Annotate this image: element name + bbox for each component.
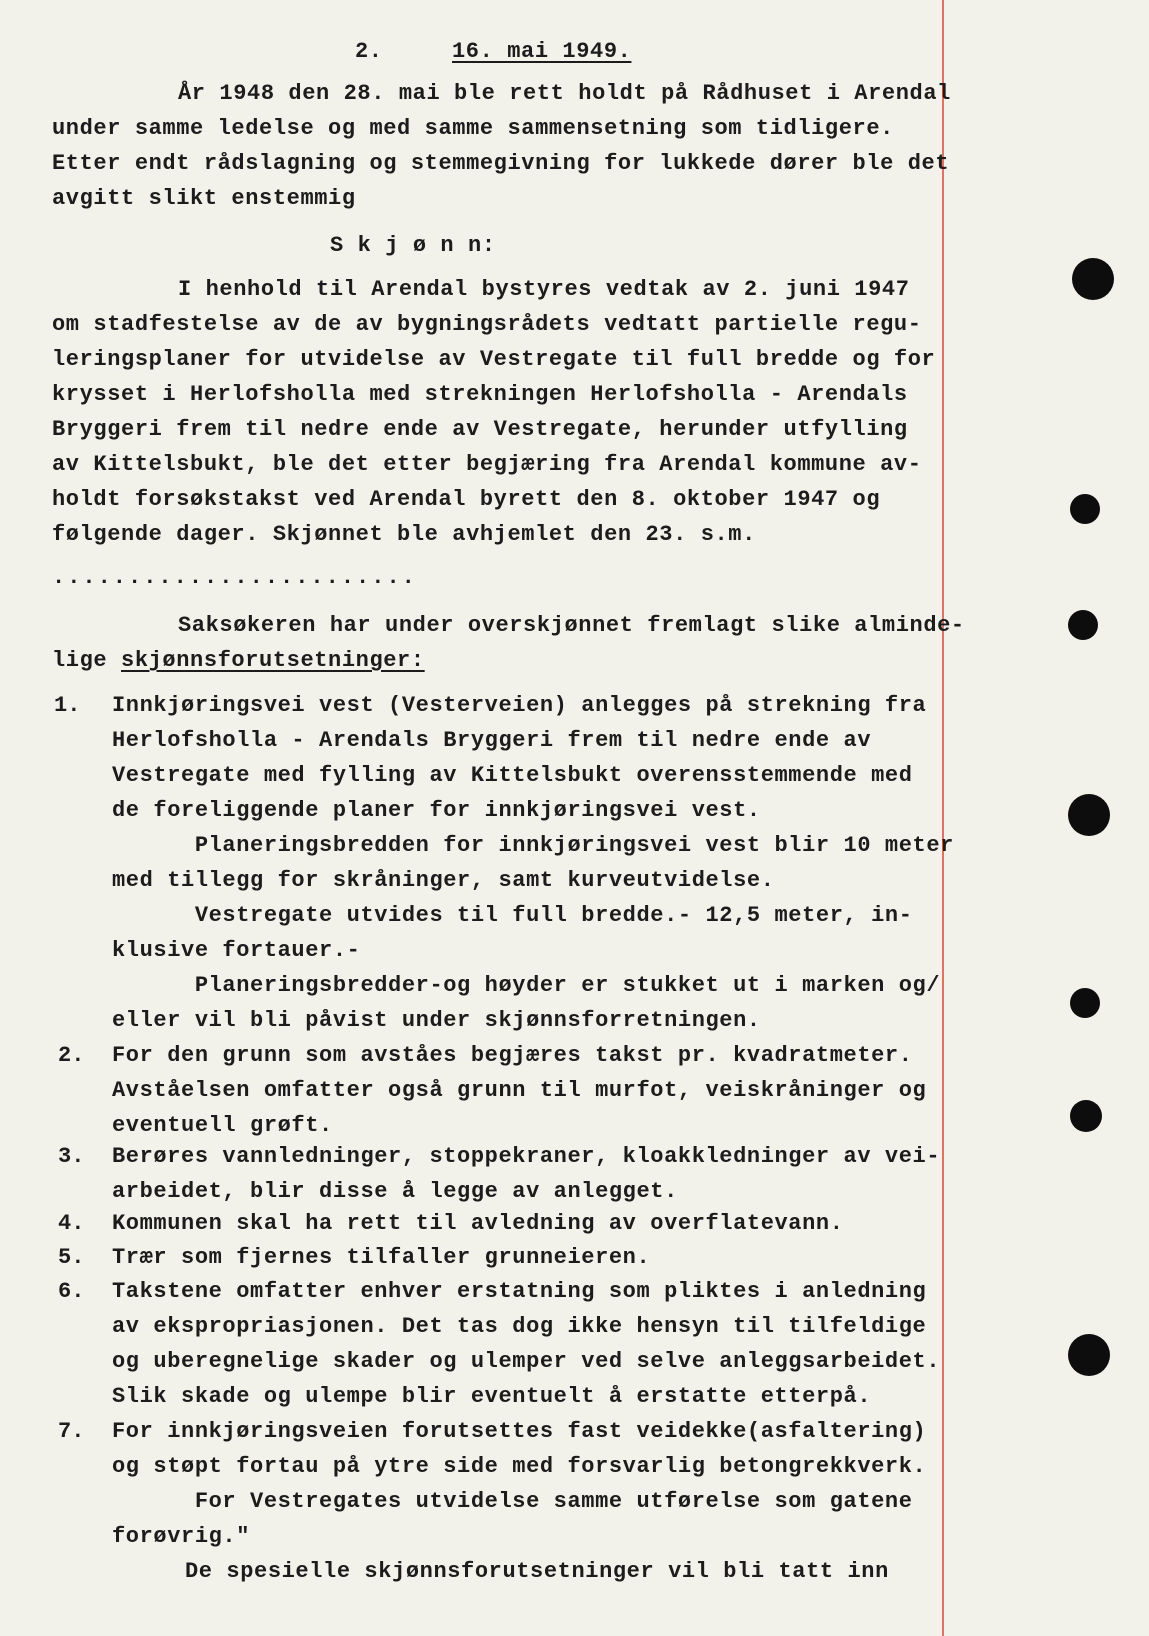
punch-hole	[1070, 988, 1100, 1018]
text-line: Innkjøringsvei vest (Vesterveien) anlegges på strekning fra	[112, 693, 927, 718]
text-line: Planeringsbredder-og høyder er stukket ut i marken og/	[112, 973, 941, 998]
page-date: 16. mai 1949.	[452, 39, 632, 64]
punch-hole	[1070, 494, 1100, 524]
text-line	[52, 647, 425, 675]
text-line: Planeringsbredden for innkjøringsvei vest blir 10 meter	[112, 833, 954, 858]
text-line: under samme ledelse og med samme sammensetning som tidligere.	[52, 116, 894, 141]
margin-line	[942, 0, 944, 1636]
text-line: De spesielle skjønnsforutsetninger vil bli tatt inn	[185, 1559, 889, 1584]
item-number: 5.	[58, 1245, 85, 1270]
text-line: og støpt fortau på ytre side med forsvarlig betongrekkverk.	[112, 1454, 927, 1479]
text-line: med tillegg for skråninger, samt kurveutvidelse.	[112, 868, 775, 893]
text-line: holdt forsøkstakst ved Arendal byrett den 8. oktober 1947 og	[52, 487, 881, 512]
text-line: de foreliggende planer for innkjøringsvei vest.	[112, 798, 761, 823]
punch-hole	[1068, 610, 1098, 640]
text-line: Trær som fjernes tilfaller grunneieren.	[112, 1245, 651, 1270]
text-line: Vestregate utvides til full bredde.- 12,5 meter, in-	[112, 903, 913, 928]
text-line: arbeidet, blir disse å legge av anlegget.	[112, 1179, 678, 1204]
text-line: Takstene omfatter enhver erstatning som pliktes i anledning	[112, 1279, 927, 1304]
punch-hole	[1072, 258, 1114, 300]
text-span: lige	[52, 648, 122, 673]
item-number: 2.	[58, 1043, 85, 1068]
text-line: leringsplaner for utvidelse av Vestregate til full bredde og for	[52, 347, 936, 372]
text-line: Kommunen skal ha rett til avledning av overflatevann.	[112, 1211, 844, 1236]
text-line: klusive fortauer.-	[112, 938, 361, 963]
dotted-separator: ........................	[52, 565, 417, 590]
text-line: For den grunn som avståes begjæres takst pr. kvadratmeter.	[112, 1043, 913, 1068]
page-number: 2.	[355, 39, 383, 64]
text-line: Herlofsholla - Arendals Bryggeri frem til nedre ende av	[112, 728, 872, 753]
text-line: forøvrig."	[112, 1524, 251, 1549]
punch-hole	[1070, 1100, 1102, 1132]
punch-hole	[1068, 794, 1110, 836]
text-line: Etter endt rådslagning og stemmegivning for lukkede dører ble det	[52, 151, 950, 176]
item-number: 3.	[58, 1144, 85, 1169]
text-line: om stadfestelse av de av bygningsrådets vedtatt partielle regu-	[52, 312, 922, 337]
item-number: 6.	[58, 1279, 85, 1304]
text-line: av Kittelsbukt, ble det etter begjæring fra Arendal kommune av-	[52, 452, 922, 477]
text-line: Slik skade og ulempe blir eventuelt å erstatte etterpå.	[112, 1384, 872, 1409]
text-line: av ekspropriasjonen. Det tas dog ikke hensyn til tilfeldige	[112, 1314, 927, 1339]
item-number: 4.	[58, 1211, 85, 1236]
text-line: eventuell grøft.	[112, 1113, 333, 1138]
text-line: følgende dager. Skjønnet ble avhjemlet den 23. s.m.	[52, 522, 756, 547]
text-line: For Vestregates utvidelse samme utførelse som gatene	[112, 1489, 913, 1514]
text-line: avgitt slikt enstemmig	[52, 186, 356, 211]
section-heading: S k j ø n n:	[330, 233, 496, 258]
item-number: 7.	[58, 1419, 85, 1444]
text-line: Berøres vannledninger, stoppekraner, kloakkledninger av vei-	[112, 1144, 941, 1169]
text-line: For innkjøringsveien forutsettes fast veidekke(asfaltering)	[112, 1419, 927, 1444]
text-line: Bryggeri frem til nedre ende av Vestregate, herunder utfylling	[52, 417, 908, 442]
underlined-term: skjønnsforutsetninger:	[121, 648, 425, 673]
text-line: og uberegnelige skader og ulemper ved selve anleggsarbeidet.	[112, 1349, 941, 1374]
text-line: eller vil bli påvist under skjønnsforretningen.	[112, 1008, 761, 1033]
text-line: Vestregate med fylling av Kittelsbukt overensstemmende med	[112, 763, 913, 788]
text-line: krysset i Herlofsholla med strekningen Herlofsholla - Arendals	[52, 382, 908, 407]
punch-hole	[1068, 1334, 1110, 1376]
text-line: Avståelsen omfatter også grunn til murfot, veiskråninger og	[112, 1078, 927, 1103]
text-line: Saksøkeren har under overskjønnet fremlagt slike alminde-	[178, 613, 965, 638]
text-line: År 1948 den 28. mai ble rett holdt på Rådhuset i Arendal	[178, 81, 951, 106]
item-number: 1.	[54, 693, 81, 718]
text-line: I henhold til Arendal bystyres vedtak av 2. juni 1947	[178, 277, 910, 302]
